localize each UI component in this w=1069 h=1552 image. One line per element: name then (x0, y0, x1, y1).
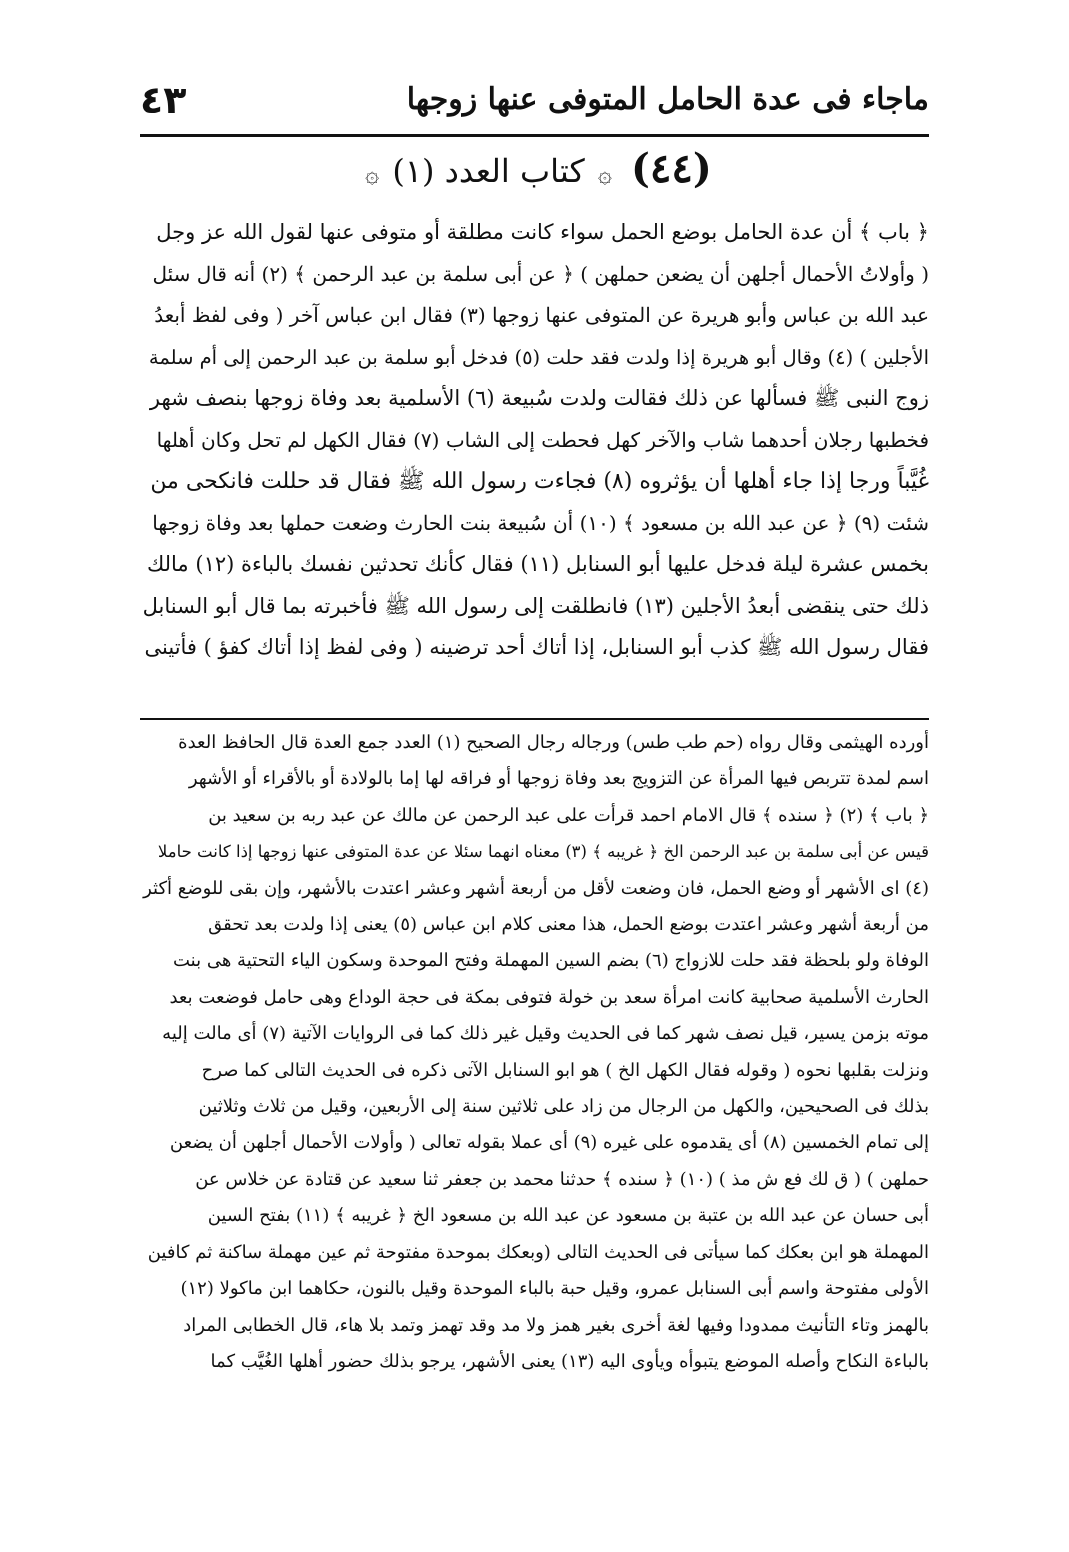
footnote-line: قيس عن أبى سلمة بن عبد الرحمن الخ ﴿ غريبه ﴾ (٣) معناه انهما سئلا عن عدة المتوفى عنها زوجها إذا كانت حاملا (157, 842, 929, 862)
footnote-line: المهملة هو ابن بعكك كما سيأتى فى الحديث التالى (وبعكك بموحدة مفتوحة ثم عين مهملة ساكنة ثم كافين (147, 1241, 929, 1263)
footnote-line: الأولى مفتوحة واسم أبى السنابل عمرو، وقيل حبة بالباء الموحدة وقيل بالنون، حكاهما ابن ماكولا (١٢) (180, 1278, 929, 1300)
main-text (140, 212, 929, 669)
page-header (140, 78, 929, 132)
footnotes (140, 725, 929, 1380)
main-line: ذلك حتى ينقضى أبعدُ الأجلين (١٣) فانطلقت إلى رسول الله ﷺ فأخبرته بما قال أبو السنابل (142, 593, 929, 618)
footnote-line: بالباءة النكاح وأصله الموضع يتبوأه ويأوى اليه (١٣) يعنى الأشهر، يرجو بذلك حضور أهلها الغُيَّب كما (210, 1350, 929, 1372)
footnote-line: أورده الهيثمى وقال رواه (حم طب طس) ورجاله رجال الصحيح (١) العدد جمع العدة قال الحافظ العدة (178, 732, 929, 753)
footnote-line: الحارث الأسلمية صحابية كانت امرأة سعد بن خولة فتوفى بمكة فى حجة الوداع وهى حامل فوضعت بعد (169, 986, 929, 1008)
footnote-line: أبى حسان عن عبد الله بن عتبة بن مسعود عن عبد الله بن مسعود الخ ﴿ غريبه ﴾ (١١) بفتح السين (207, 1205, 929, 1227)
page-number: ٤٣ (140, 78, 187, 122)
footnote-divider (140, 718, 929, 720)
main-line: ﴿ باب ﴾ أن عدة الحامل بوضع الحمل سواء كانت مطلقة أو متوفى عنها لقول الله عز وجل (156, 220, 929, 244)
footnote-line: الوفاة ولو بلحظة فقد حلت للازواج (٦) بضم السين المهملة وفتح الموحدة وسكون الياء التحتية هى بنت (173, 950, 929, 972)
footnote-line: إلى تمام الخمسين (٨) أى يقدموه على غيره (٩) أى عملا بقوله تعالى ( وأولات الأحمال أجلهن أن يضعن (169, 1132, 929, 1154)
running-title: ماجاء فى عدة الحامل المتوفى عنها زوجها (406, 82, 929, 117)
main-line: عبد الله بن عباس وأبو هريرة عن المتوفى عنها زوجها (٣) فقال ابن عباس آخر ( وفى لفظ أبعدُ (154, 303, 929, 327)
chapter-number: (٤٤) (630, 145, 712, 192)
footnote-line: حملهن ) ( ق لك فع ش مذ ) (١٠) ﴿ سنده ﴾ حدثنا محمد بن جعفر ثنا سعيد عن قتادة عن خلاس عن (195, 1168, 929, 1190)
ornament-left-icon: ۞ (365, 160, 380, 188)
footnote-line: (٤) اى الأشهر أو وضع الحمل، فان وضعت لأقل من أربعة أشهر وعشر اعتدت بالأشهر، وإن بقى للوضع أكثر (143, 877, 929, 899)
footnote-line: اسم لمدة تتربص فيها المرأة عن التزويج بعد وفاة زوجها أو فراقه لها إما بالولادة أو بالأقراء أو الأشهر (188, 768, 929, 790)
footnote-line: موته بزمن يسير، قيل نصف شهر كما فى الحديث وقيل غير ذلك كما فى الروايات الآتية (٧) أى مالت إليه (162, 1023, 929, 1045)
main-line: بخمس عشرة ليلة فدخل عليها أبو السنابل (١١) فقال كأنك تحدثين نفسك بالباءة (١٢) مالك (146, 552, 929, 576)
chapter-heading (0, 145, 1069, 205)
main-line: ( وأولاتُ الأحمال أجلهن أن يضعن حملهن ) ﴿ عن أبى سلمة بن عبد الرحمن ﴾ (٢) أنه قال سئل (152, 261, 929, 286)
footnote-line: ونزلت بقلبها نحوه ( وقوله فقال الكهل الخ ) هو ابو السنابل الآتى ذكره فى الحديث التالى كما صرح (201, 1059, 929, 1081)
footnote-line: من أربعة أشهر وعشر اعتدت بوضع الحمل، هذا معنى كلام ابن عباس (٥) يعنى إذا ولدت بعد تحقق (208, 914, 929, 936)
footnote-line: بذلك فى الصحيحين، والكهل من الرجال من زاد على ثلاثين سنة إلى الأربعين، وقيل من ثلاث وثلاثين (198, 1096, 929, 1118)
main-line: فخطبها رجلان أحدهما شاب والآخر كهل فحطت إلى الشاب (٧) فقال الكهل لم تحل وكان أهلها (156, 427, 929, 452)
main-line: زوج النبى ﷺ فسألها عن ذلك فقالت ولدت سُبيعة (٦) الأسلمية بعد وفاة زوجها بنصف شهر (149, 386, 929, 410)
header-rule (140, 134, 929, 137)
ornament-right-icon: ۞ (597, 160, 612, 188)
footnote-line: بالهمز وتاء التأنيث ممدودا وفيها لغة أخرى بغير همز ولا مد وقد تهمز وتمد بلا هاء، قال الخطابى المراد (183, 1314, 929, 1336)
main-line: غُيَّباً ورجا إذا جاء أهلها أن يؤثروه (٨) فجاءت رسول الله ﷺ فقال قد حللت فانكحى من (150, 469, 929, 494)
main-line: شئت (٩) ﴿ عن عبد الله بن مسعود ﴾ (١٠) أن سُبيعة بنت الحارث وضعت حملها بعد وفاة زوجها (152, 510, 929, 535)
chapter-title: كتاب العدد (١) (392, 152, 585, 190)
main-line: الأجلين ) (٤) وقال أبو هريرة إذا ولدت فقد حلت (٥) فدخل أبو سلمة بن عبد الرحمن إلى أم سلمة (148, 345, 929, 369)
footnote-line: ﴿ باب ﴾ (٢) ﴿ سنده ﴾ قال الامام احمد قرأت على عبد الرحمن عن مالك عن عبد ربه بن سعيد بن (208, 804, 929, 826)
main-line: فقال رسول الله ﷺ كذب أبو السنابل، إذا أتاك أحد ترضينه ( وفى لفظ إذا أتاك كفؤ ) فأتينى (144, 635, 929, 659)
